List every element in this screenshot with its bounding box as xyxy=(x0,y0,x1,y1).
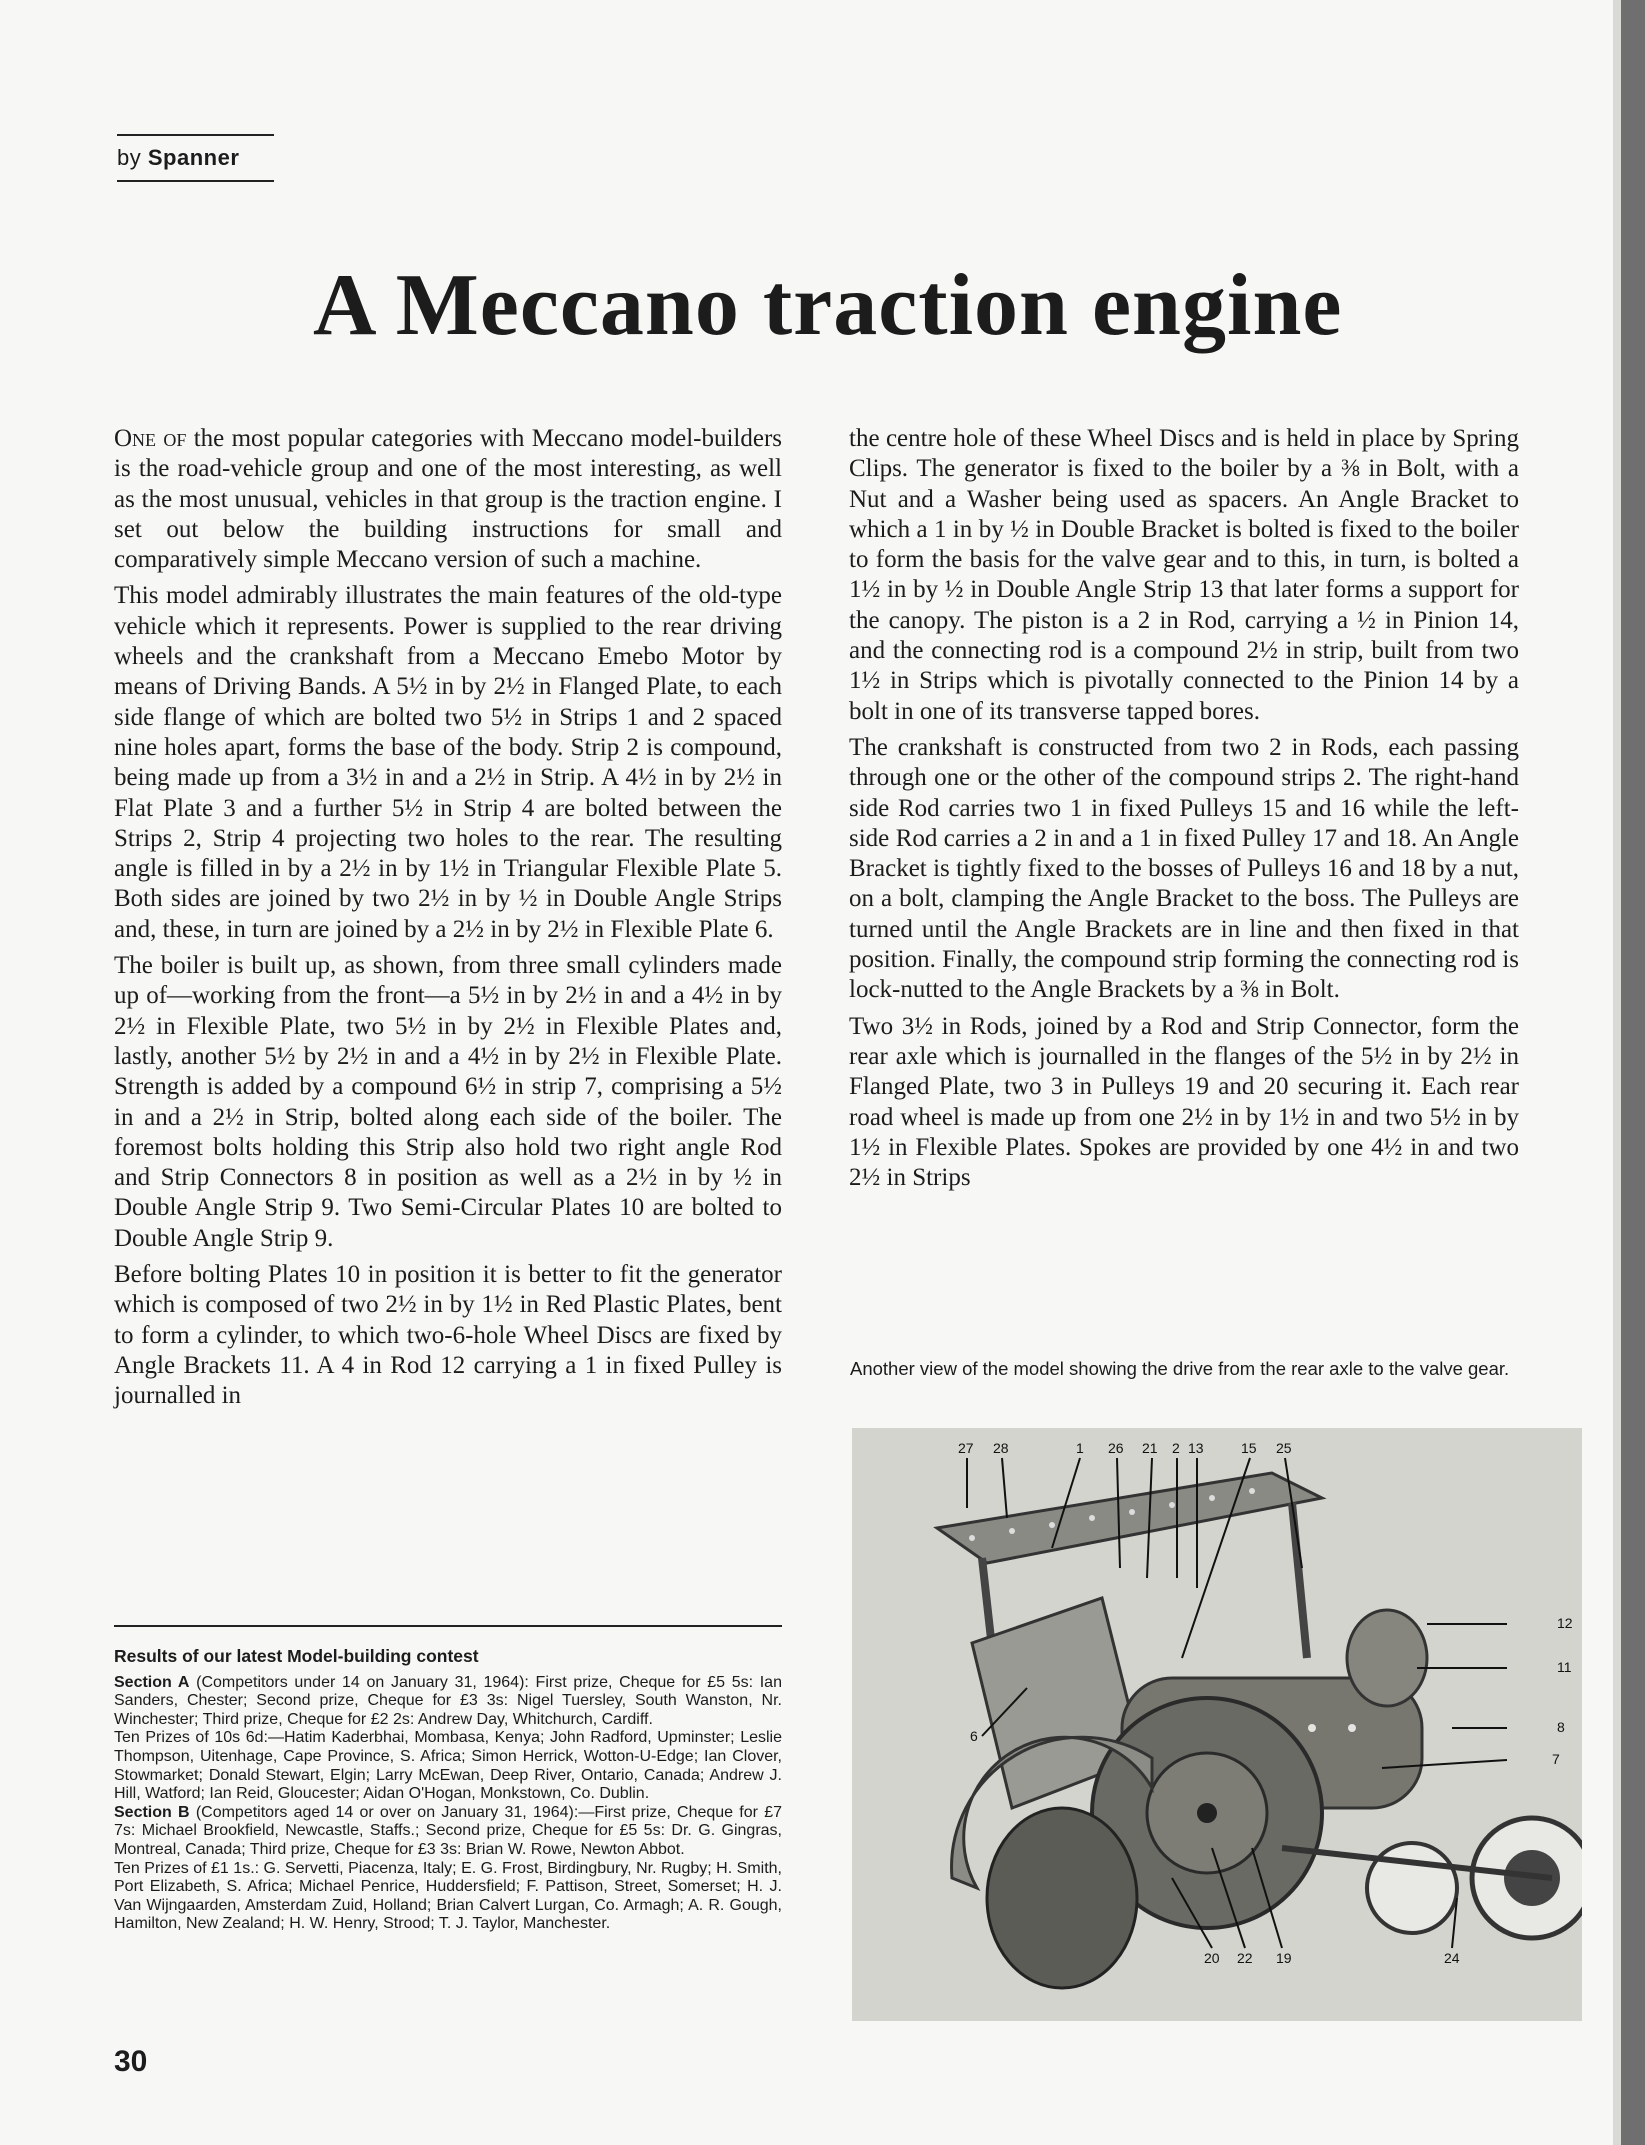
page-edge xyxy=(1621,0,1645,2145)
column-right xyxy=(849,424,1519,1199)
section-label: Section B xyxy=(114,1803,190,1821)
paragraph-text: the most popular categories with Meccano model-builders is the road-vehicle group and one of the most interesting, as well as the most unusual, vehicles in that group is the traction engine. I set out below the building instructions for small and comparatively simple Meccano version of such a machine. xyxy=(114,425,783,574)
photo-caption: Another view of the model showing the drive from the rear axle to the valve gear. xyxy=(850,1358,1510,1379)
model-photo xyxy=(852,1428,1582,2021)
results-heading: Results of our latest Model-building contest xyxy=(114,1646,479,1666)
byline xyxy=(117,134,274,182)
callout-label: 6 xyxy=(970,1728,978,1744)
callout-label: 12 xyxy=(1557,1615,1573,1631)
callout-label: 21 xyxy=(1142,1440,1158,1456)
callout-label: 8 xyxy=(1557,1719,1565,1735)
callout-label: 22 xyxy=(1237,1950,1253,1966)
section-label: Section A xyxy=(114,1673,190,1691)
callout-label: 24 xyxy=(1444,1950,1460,1966)
results-paragraph: Ten Prizes of 10s 6d:—Hatim Kaderbhai, Mombasa, Kenya; John Radford, Upminster; Leslie Thompson, Uitenhage, Cape Province, S. Africa; Simon Herrick, Wotton-U-Edge; Ian Clover, Stowmarket; Donald Stewart, Elgin; Larry McEwan, Deep River, Ontario, Canada; Andrew J. Hill, Watford; Ian Reid, Gloucester; Aidan O'Hogan, Monkstown, Co. Dublin. xyxy=(114,1729,782,1803)
callout-label: 2 xyxy=(1172,1440,1180,1456)
byline-author: Spanner xyxy=(147,145,240,170)
column-left xyxy=(114,424,782,1418)
callout-label: 28 xyxy=(993,1440,1009,1456)
photo-callouts xyxy=(852,1428,1582,2021)
callout-label: 19 xyxy=(1276,1950,1292,1966)
paragraph: This model admirably illustrates the main features of the old-type vehicle which it represents. Power is supplied to the rear driving wheels and the crankshaft from a Meccano Emebo Motor by means of Driving Bands. A 5½ in by 2½ in Flanged Plate, to each side flange of which are bolted two 5½ in Strips 1 and 2 spaced nine holes apart, forms the base of the body. Strip 2 is compound, being made up from a 3½ in and a 2½ in Strip. A 4½ in by 2½ in Flat Plate 3 and a further 5½ in Strip 4 are bolted between the Strips 2, Strip 4 projecting two holes to the rear. The resulting angle is filled in by a 2½ in by 1½ in Triangular Flexible Plate 5. Both sides are joined by two 2½ in by ½ in Double Angle Strips and, these, in turn are joined by a 2½ in by 2½ in Flexible Plate 6. xyxy=(114,582,782,943)
callout-label: 26 xyxy=(1108,1440,1124,1456)
article-title: A Meccano traction engine xyxy=(313,257,1343,354)
callout-label: 11 xyxy=(1557,1659,1572,1675)
paragraph: Before bolting Plates 10 in position it is better to fit the generator which is composed of two 2½ in by 1½ in Red Plastic Plates, bent to form a cylinder, to which two-6-hole Wheel Discs are fixed by Angle Brackets 11. A 4 in Rod 12 carrying a 1 in fixed Pulley is journalled in xyxy=(114,1261,782,1410)
page-number: 30 xyxy=(114,2045,148,2078)
contest-results xyxy=(114,1625,782,1934)
page-gutter xyxy=(1613,0,1621,2145)
paragraph: The boiler is built up, as shown, from three small cylinders made up of—working from the front—a 5½ in by 2½ in and a 4½ in by 2½ in Flexible Plate, two 5½ in by 2½ in Flexible Plates and, lastly, another 5½ by 2½ in and a 4½ in by 2½ in Flexible Plate. Strength is added by a compound 6½ in strip 7, comprising a 5½ in and a 2½ in Strip, bolted along each side of the boiler. The foremost bolts holding this Strip also hold two right angle Rod and Strip Connectors 8 in position as well as a 2½ in by ½ in Double Angle Strip 9. Two Semi-Circular Plates 10 are bolted to Double Angle Strip 9. xyxy=(114,952,782,1252)
results-paragraph xyxy=(114,1674,782,1730)
paragraph: the centre hole of these Wheel Discs and is held in place by Spring Clips. The generator is fixed to the boiler by a ⅜ in Bolt, with a Nut and a Washer being used as spacers. An Angle Bracket to which a 1 in by ½ in Double Bracket is bolted is fixed to the boiler to form the basis for the valve gear and to this, in turn, is bolted a 1½ in by ½ in Double Angle Strip 13 that later forms a support for the canopy. The piston is a 2 in Rod, carrying a ½ in Pinion 14, and the connecting rod is a compound 2½ in strip, built from two 1½ in Strips which is pivotally connected to the Pinion 14 by a bolt in one of its transverse tapped bores. xyxy=(849,425,1519,725)
results-paragraph: Ten Prizes of £1 1s.: G. Servetti, Piacenza, Italy; E. G. Frost, Birdingbury, Nr. Rugby; H. Smith, Port Elizabeth, S. Africa; Michael Penrice, Huddersfield; F. Pattison, Street, Somerset; H. J. Van Wijngaarden, Amsterdam Zuid, Holland; Brian Calvert Lurgan, Co. Armagh; A. R. Gough, Hamilton, New Zealand; H. W. Henry, Strood; T. J. Taylor, Manchester. xyxy=(114,1859,782,1933)
paragraph: The crankshaft is constructed from two 2 in Rods, each passing through one or the other of the compound strips 2. The right-hand side Rod carries two 1 in fixed Pulleys 15 and 16 while the left-side Rod carries a 2 in and a 1 in fixed Pulley 17 and 18. An Angle Bracket is tightly fixed to the bosses of Pulleys 16 and 18 by a nut, on a bolt, clamping the Angle Bracket to the boss. The Pulleys are turned until the Angle Brackets are in line and then fixed in that position. Finally, the compound strip forming the connecting rod is lock-nutted to the Angle Brackets by a ⅜ in Bolt. xyxy=(849,733,1519,1004)
callout-label: 27 xyxy=(958,1440,974,1456)
results-text: (Competitors aged 14 or over on January 31, 1964):—First prize, Cheque for £7 7s: Michael Brookfield, Newcastle, Staffs.; Second prize, Cheque for £5 5s: Dr. G. Gingras, Montreal, Canada; Third prize, Cheque for £3 3s: Brian W. Rowe, Newton Abbot. xyxy=(114,1803,782,1858)
callout-label: 7 xyxy=(1552,1751,1560,1767)
results-paragraph xyxy=(114,1804,782,1860)
callout-label: 13 xyxy=(1188,1440,1204,1456)
callout-label: 20 xyxy=(1204,1950,1220,1966)
paragraph: Two 3½ in Rods, joined by a Rod and Strip Connector, form the rear axle which is journalled in the flanges of the 5½ in by 2½ in Flanged Plate, two 3 in Pulleys 19 and 20 securing it. Each rear road wheel is made up from one 2½ in by 1½ in and two 5½ in by 1½ in Flexible Plates. Spokes are provided by one 4½ in and two 2½ in Strips xyxy=(849,1012,1519,1192)
byline-prefix: by xyxy=(117,145,142,170)
results-text: (Competitors under 14 on January 31, 1964): First prize, Cheque for £5 5s: Ian Sanders, Chester; Second prize, Cheque for £3 3s: Nigel Tuersley, South Wanston, Nr. Winchester; Third prize, Cheque for £2 2s: Andrew Day, Whitchurch, Cardiff. xyxy=(114,1673,782,1728)
callout-label: 25 xyxy=(1276,1440,1292,1456)
callout-label: 1 xyxy=(1076,1440,1084,1456)
paragraph xyxy=(114,424,782,575)
callout-label: 15 xyxy=(1241,1440,1257,1456)
lead-caps: One of xyxy=(114,425,187,452)
